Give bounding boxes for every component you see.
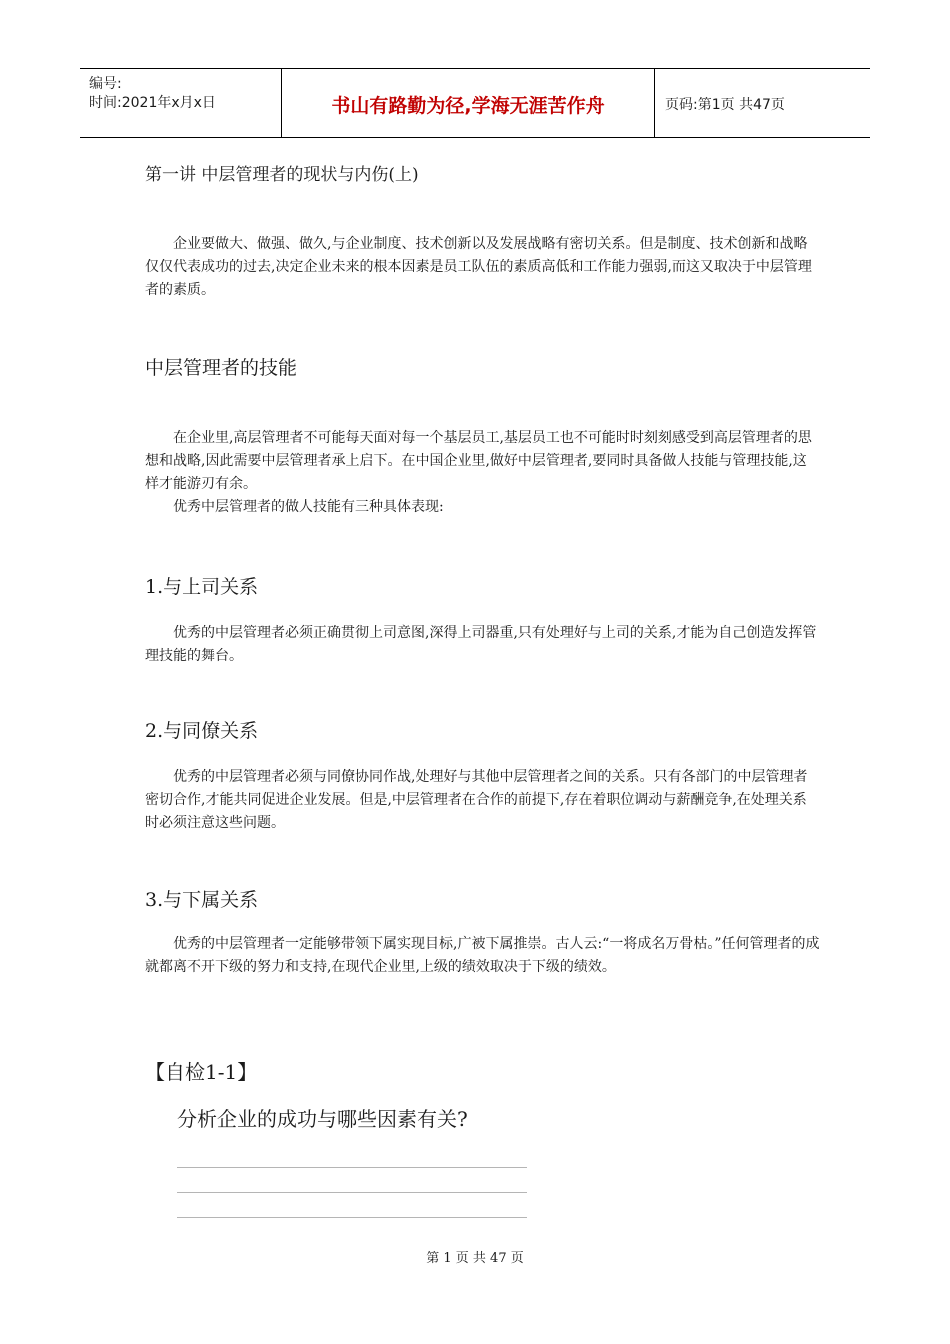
document-date: 时间:2021年x月x日 xyxy=(89,95,216,111)
subsection-paragraph: 优秀的中层管理者必须正确贯彻上司意图,深得上司器重,只有处理好与上司的关系,才能为自己创造发挥管理技能的舞台。 xyxy=(145,625,817,664)
subsection-text xyxy=(145,766,820,835)
header-right-cell xyxy=(656,69,870,137)
subsection-text xyxy=(145,622,820,668)
answer-line[interactable] xyxy=(177,1217,527,1218)
self-check-label: 【自检1-1】 xyxy=(145,1060,258,1084)
intro-paragraph: 企业要做大、做强、做久,与企业制度、技术创新以及发展战略有密切关系。但是制度、技术创新和战略仅仅代表成功的过去,决定企业未来的根本因素是员工队伍的素质高低和工作能力强弱,而这又取决于中层管理者的素质。 xyxy=(145,236,812,298)
skills-paragraph-2: 优秀中层管理者的做人技能有三种具体表现: xyxy=(173,499,444,515)
subsection-title: 2.与同僚关系 xyxy=(145,720,259,742)
document-number-label: 编号: xyxy=(89,76,122,92)
answer-line[interactable] xyxy=(177,1167,527,1168)
subsection-title: 3.与下属关系 xyxy=(145,889,259,911)
page-header xyxy=(80,68,870,138)
section-skills-title: 中层管理者的技能 xyxy=(145,357,298,379)
self-check-question: 分析企业的成功与哪些因素有关? xyxy=(177,1107,468,1131)
subsection-paragraph: 优秀的中层管理者一定能够带领下属实现目标,广被下属推崇。古人云:“一将成名万骨枯。”任何管理者的成就都离不开下级的努力和支持,在现代企业里,上级的绩效取决于下级的绩效。 xyxy=(145,936,820,975)
header-middle-cell xyxy=(282,69,655,137)
lecture-title: 第一讲 中层管理者的现状与内伤(上) xyxy=(145,165,419,185)
intro-text xyxy=(145,233,820,302)
subsection-text xyxy=(145,933,820,979)
subsection-title: 1.与上司关系 xyxy=(145,576,259,598)
page-footer: 第 1 页 共 47 页 xyxy=(426,1251,524,1266)
section-skills-text xyxy=(145,427,820,519)
header-page-info: 页码:第1页 共47页 xyxy=(665,97,785,113)
header-motto: 书山有路勤为径,学海无涯苦作舟 xyxy=(331,95,605,117)
skills-paragraph-1: 在企业里,高层管理者不可能每天面对每一个基层员工,基层员工也不可能时时刻刻感受到高层管理者的思想和战略,因此需要中层管理者承上启下。在中国企业里,做好中层管理者,要同时具备做人技能与管理技能,这样才能游刃有余。 xyxy=(145,430,812,492)
answer-line[interactable] xyxy=(177,1192,527,1193)
header-left-cell xyxy=(80,69,282,137)
subsection-paragraph: 优秀的中层管理者必须与同僚协同作战,处理好与其他中层管理者之间的关系。只有各部门的中层管理者密切合作,才能共同促进企业发展。但是,中层管理者在合作的前提下,存在着职位调动与薪酬竞争,在处理关系时必须注意这些问题。 xyxy=(145,769,808,831)
